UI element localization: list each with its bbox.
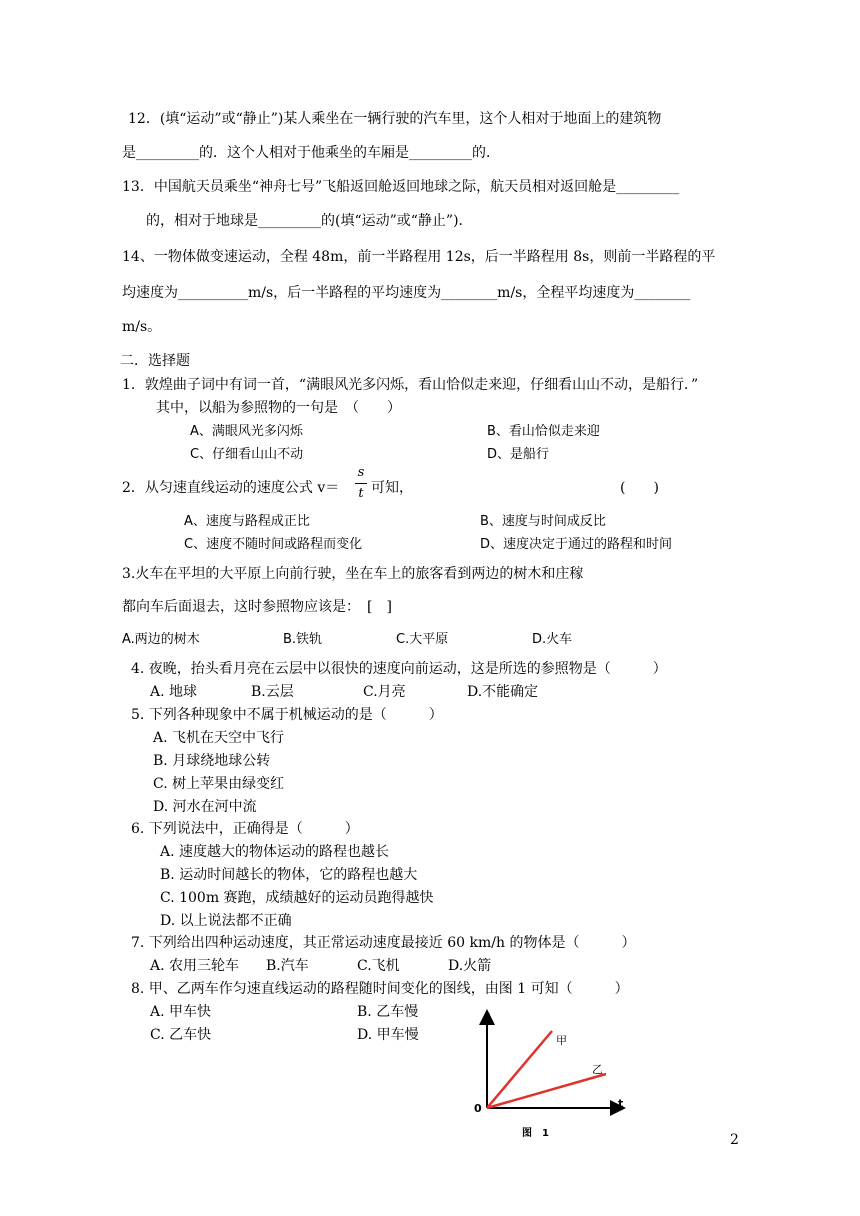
y-axis-label: s <box>484 1009 491 1022</box>
line-yi <box>487 1074 606 1108</box>
q2-stem-suffix: 可知， <box>371 480 413 496</box>
q7-option-d: D.火箭 <box>448 958 492 974</box>
figure-1-graph <box>460 1005 640 1135</box>
q4-option-a: A. 地球 <box>150 684 198 700</box>
q4-stem: 4. 夜晚，抬头看月亮在云层中以很快的速度向前运动，这是所选的参照物是（ ） <box>131 661 667 677</box>
q4-option-b: B.云层 <box>251 684 294 700</box>
q8-option-d: D. 甲车慢 <box>357 1027 419 1043</box>
q13-line1: 13．中国航天员乘坐“神舟七号”飞船返回舱返回地球之际，航天员相对返回舱是_________ <box>122 179 680 195</box>
q5-option-d: D. 河水在河中流 <box>153 799 257 815</box>
q8-option-a: A. 甲车快 <box>150 1004 212 1020</box>
figure-caption: 图 1 <box>522 1128 549 1139</box>
q2-answer-paren: ( ) <box>620 480 659 496</box>
q2-fraction-bar <box>355 483 367 484</box>
q2-formula-numerator: s <box>357 465 365 480</box>
q5-option-b: B. 月球绕地球公转 <box>153 753 271 769</box>
q6-option-b: B. 运动时间越长的物体，它的路程也越大 <box>160 867 418 883</box>
q5-option-a: A. 飞机在天空中飞行 <box>153 730 285 746</box>
line-yi-label: 乙 <box>592 1063 603 1076</box>
q12-line2: 是_________的．这个人相对于他乘坐的车厢是_________的． <box>122 145 500 161</box>
q3-option-d: D.火车 <box>532 632 573 647</box>
q6-option-a: A. 速度越大的物体运动的路程也越长 <box>160 844 390 860</box>
q2-stem: 2．从匀速直线运动的速度公式 v＝ <box>122 480 340 496</box>
q2-option-a: A、速度与路程成正比 <box>184 514 310 529</box>
q1-option-b: B、看山恰似走来迎 <box>487 424 600 439</box>
q3-option-a: A.两边的树木 <box>122 632 200 647</box>
q7-stem: 7. 下列给出四种运动速度，其正常运动速度最接近 60 km/h 的物体是（ ） <box>131 935 636 951</box>
q1-option-d: D、是船行 <box>487 447 550 462</box>
q2-option-b: B、速度与时间成反比 <box>480 514 606 529</box>
q2-option-d: D、速度决定于通过的路程和时间 <box>480 537 673 552</box>
q1-option-c: C、仔细看山山不动 <box>190 447 304 462</box>
x-axis-label: t <box>618 1097 624 1110</box>
q3-option-b: B.铁轨 <box>283 632 323 647</box>
q8-option-b: B. 乙车慢 <box>357 1004 419 1020</box>
q13-line2: 的，相对于地球是_________的(填“运动”或“静止”)． <box>146 213 473 229</box>
q8-stem: 8. 甲、乙两车作匀速直线运动的路程随时间变化的图线，由图 1 可知（ ） <box>131 981 629 997</box>
q2-option-c: C、速度不随时间或路程而变化 <box>184 537 363 552</box>
q1-stem-line2: 其中，以船为参照物的一句是 （ ） <box>156 400 401 416</box>
q7-option-b: B.汽车 <box>266 958 309 974</box>
q3-option-c: C.大平原 <box>396 632 449 647</box>
q12-line1: 12．(填“运动”或“静止”)某人乘坐在一辆行驶的汽车里，这个人相对于地面上的建筑物 <box>128 111 662 127</box>
q14-line2: 均速度为__________m/s，后一半路程的平均速度为________m/s，全程平均速度为________ <box>122 285 691 301</box>
q1-stem-line1: 1．敦煌曲子词中有词一首，“满眼风光多闪烁，看山恰似走来迎，仔细看山山不动，是船行．” <box>122 377 699 393</box>
q1-option-a: A、满眼风光多闪烁 <box>190 424 303 439</box>
line-jia <box>487 1031 552 1108</box>
page-number: 2 <box>730 1132 739 1148</box>
q14-line3: m/s。 <box>122 319 162 335</box>
q6-stem: 6. 下列说法中，正确得是（ ） <box>131 821 359 837</box>
q6-option-c: C. 100m 赛跑，成绩越好的运动员跑得越快 <box>160 890 434 906</box>
section-title: 二．选择题 <box>120 353 190 369</box>
origin-label: 0 <box>474 1102 482 1115</box>
q7-option-c: C.飞机 <box>357 958 400 974</box>
q5-option-c: C. 树上苹果由绿变红 <box>153 776 285 792</box>
q6-option-d: D. 以上说法都不正确 <box>160 913 292 929</box>
q2-formula-denominator: t <box>358 486 364 501</box>
q3-stem-line2: 都向车后面退去，这时参照物应该是： [ ] <box>122 599 392 615</box>
q7-option-a: A. 农用三轮车 <box>150 958 240 974</box>
q8-option-c: C. 乙车快 <box>150 1027 212 1043</box>
q14-line1: 14、一物体做变速运动，全程 48m，前一半路程用 12s，后一半路程用 8s，则前一半路程的平 <box>122 249 716 265</box>
line-jia-label: 甲 <box>556 1034 567 1047</box>
q4-option-d: D.不能确定 <box>467 684 539 700</box>
q5-stem: 5. 下列各种现象中不属于机械运动的是（ ） <box>131 707 443 723</box>
q3-stem-line1: 3.火车在平坦的大平原上向前行驶，坐在车上的旅客看到两边的树木和庄稼 <box>122 566 584 582</box>
q4-option-c: C.月亮 <box>363 684 406 700</box>
